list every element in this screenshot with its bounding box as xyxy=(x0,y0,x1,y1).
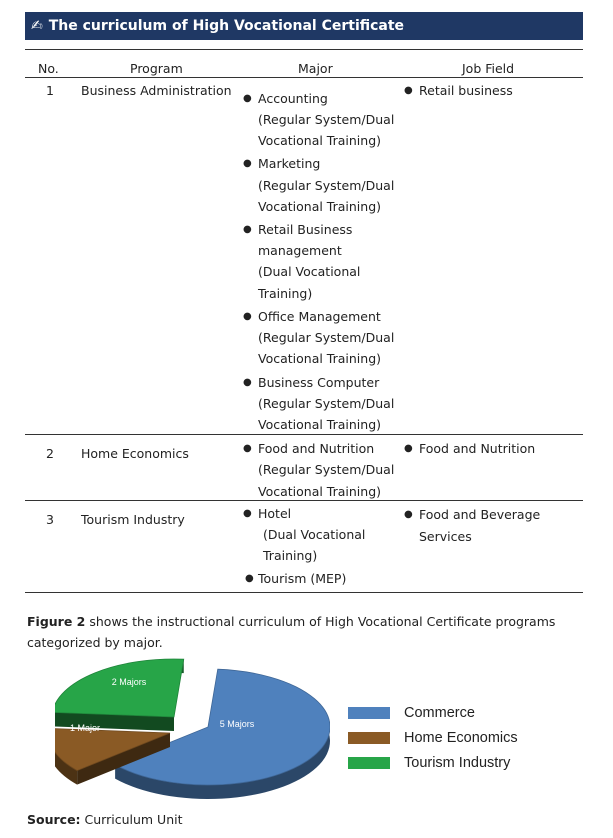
job-field-line: Retail business xyxy=(419,83,513,98)
figure-caption xyxy=(27,611,567,653)
column-header-no: No. xyxy=(38,61,59,76)
major-line: (Regular System/Dual xyxy=(258,396,395,411)
legend-item-commerce xyxy=(348,705,475,721)
column-header-job-field: Job Field xyxy=(462,61,515,76)
bullet-icon: ● xyxy=(245,573,254,584)
major-line: (Regular System/Dual xyxy=(258,112,395,127)
source-text: Curriculum Unit xyxy=(84,812,183,827)
pen-icon: ✍ xyxy=(31,18,43,34)
major-line: Tourism (MEP) xyxy=(258,571,347,586)
legend-swatch xyxy=(348,732,390,744)
job-field-line: Food and Nutrition xyxy=(419,441,536,456)
column-header-major: Major xyxy=(298,61,333,76)
major-line: Vocational Training) xyxy=(258,484,382,499)
major-line: Office Management xyxy=(258,309,381,324)
source-label: Source: xyxy=(27,812,81,827)
pie-data-label: 1 Major xyxy=(69,723,101,733)
bullet-icon: ● xyxy=(243,377,252,388)
legend-swatch xyxy=(348,757,390,769)
figure-label: Figure 2 xyxy=(27,614,86,629)
program-name: Business Administration xyxy=(81,83,232,98)
major-line: (Dual Vocational xyxy=(258,264,361,279)
section-banner xyxy=(25,12,583,40)
bullet-icon: ● xyxy=(243,311,252,322)
legend-label: Tourism Industry xyxy=(404,755,511,771)
bullet-icon: ● xyxy=(404,85,413,96)
bullet-icon: ● xyxy=(243,158,252,169)
column-header-program: Program xyxy=(130,61,183,76)
section-title: The curriculum of High Vocational Certificate xyxy=(48,18,405,34)
job-field-line: Food and Beverage xyxy=(419,507,541,522)
major-line: Vocational Training) xyxy=(258,199,382,214)
program-name: Home Economics xyxy=(81,446,189,461)
major-line: Retail Business xyxy=(258,222,353,237)
bullet-icon: ● xyxy=(243,508,252,519)
pie-data-label: 5 Majors xyxy=(219,719,255,729)
major-line: (Dual Vocational xyxy=(263,527,366,542)
legend-item-tourism-industry xyxy=(348,755,510,771)
bullet-icon: ● xyxy=(243,224,252,235)
major-line: (Regular System/Dual xyxy=(258,178,395,193)
major-line: Accounting xyxy=(258,91,328,106)
figure-caption-text: shows the instructional curriculum of High Vocational Certificate programs categorized by major. xyxy=(27,614,556,650)
legend-swatch xyxy=(348,707,390,719)
row-number: 2 xyxy=(46,446,54,461)
job-field-line: Services xyxy=(419,529,472,544)
legend-label: Home Economics xyxy=(404,730,518,746)
legend-label: Commerce xyxy=(404,705,475,721)
row-number: 1 xyxy=(46,83,54,98)
major-line: Vocational Training) xyxy=(258,351,382,366)
source-note xyxy=(27,812,183,827)
major-line: (Regular System/Dual xyxy=(258,462,395,477)
major-line: Marketing xyxy=(258,156,321,171)
pie-chart xyxy=(55,655,330,805)
pie-slice xyxy=(55,659,184,717)
major-line: management xyxy=(258,243,342,258)
table-top-rule xyxy=(25,49,583,50)
table-bottom-rule xyxy=(25,592,583,593)
major-line: Training) xyxy=(263,548,318,563)
bullet-icon: ● xyxy=(243,443,252,454)
bullet-icon: ● xyxy=(243,93,252,104)
major-line: Hotel xyxy=(258,506,292,521)
major-line: Vocational Training) xyxy=(258,133,382,148)
major-line: Food and Nutrition xyxy=(258,441,375,456)
bullet-icon: ● xyxy=(404,509,413,520)
major-line: Vocational Training) xyxy=(258,417,382,432)
major-line: Business Computer xyxy=(258,375,380,390)
row-number: 3 xyxy=(46,512,54,527)
legend-item-home-economics xyxy=(348,730,518,746)
major-line: (Regular System/Dual xyxy=(258,330,395,345)
pie-data-label: 2 Majors xyxy=(111,677,147,687)
major-line: Training) xyxy=(258,286,313,301)
program-name: Tourism Industry xyxy=(81,512,185,527)
bullet-icon: ● xyxy=(404,443,413,454)
